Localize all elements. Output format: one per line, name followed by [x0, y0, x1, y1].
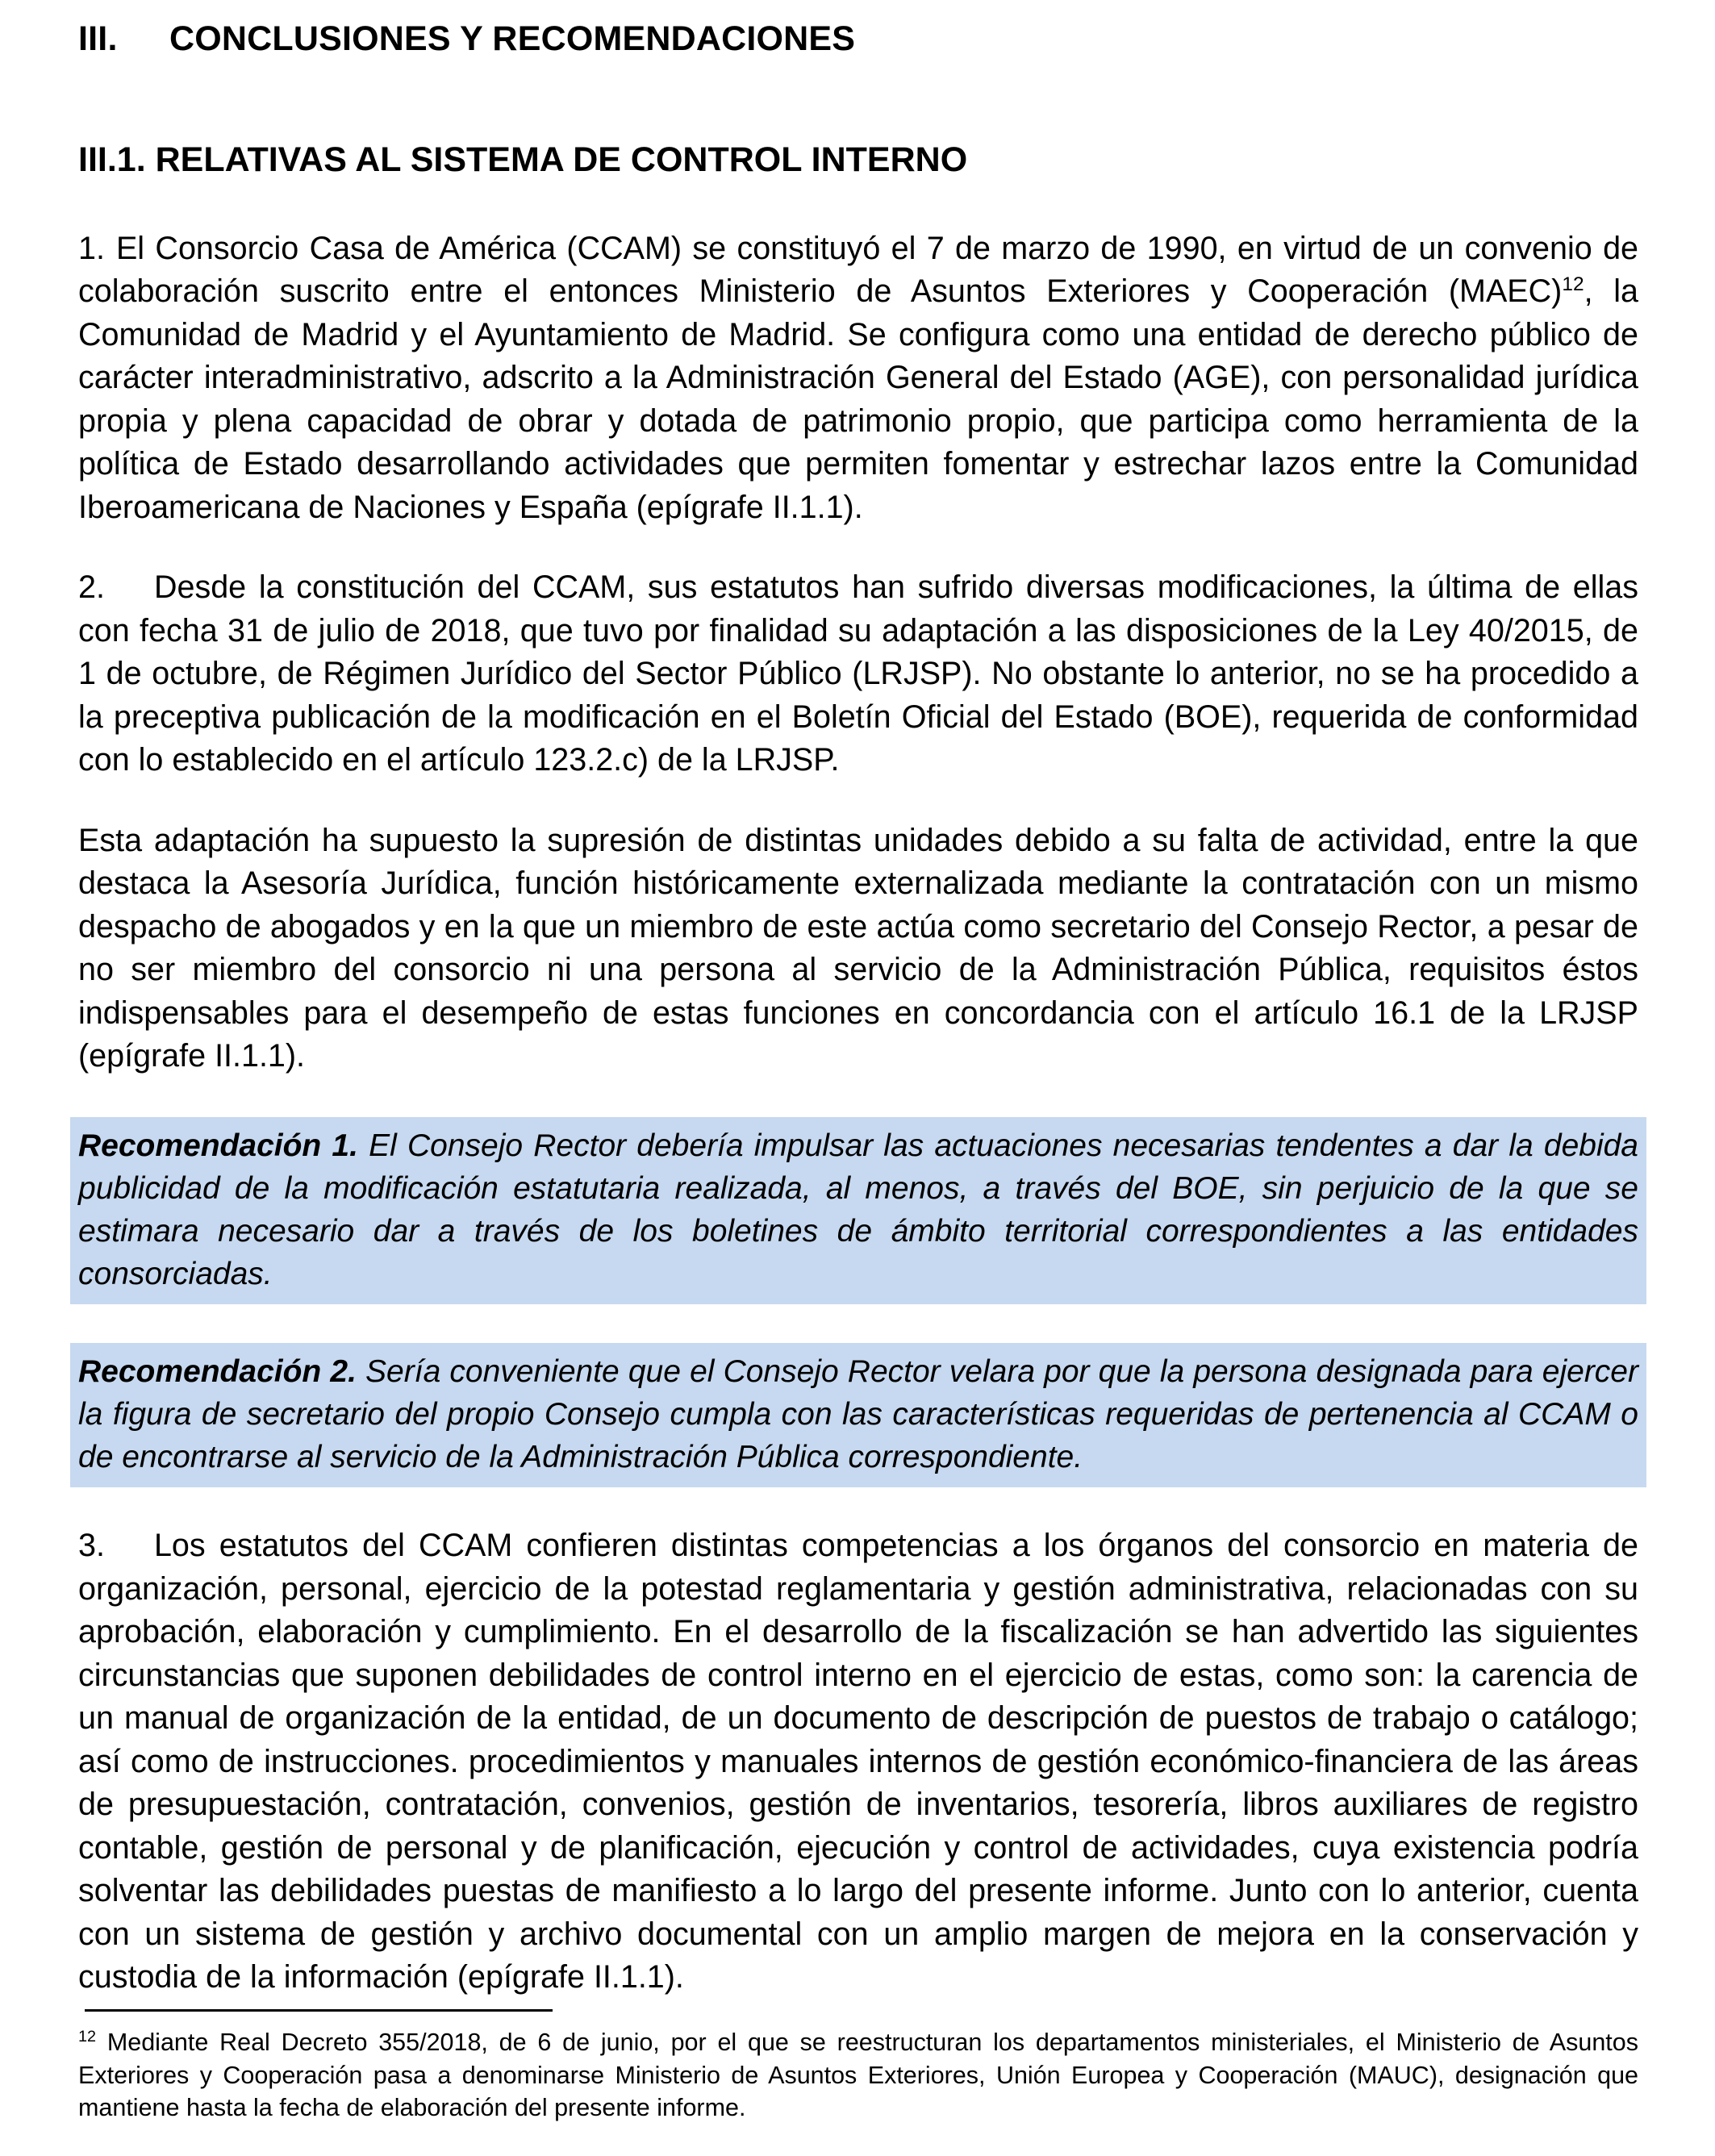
recommendation-1-label: Recomendación 1. [78, 1128, 358, 1163]
footnote-text: Mediante Real Decreto 355/2018, de 6 de junio, por el que se reestructuran los departamentos ministeriales, el Ministerio de Asuntos Exteriores y Cooperación pasa a denominarse Ministerio de Asuntos Exteriores, Unión Europea y Cooperación (MAUC), designación que mantiene hasta la fecha de elaboración del presente informe. [78, 2029, 1638, 2122]
page-title-text: CONCLUSIONES Y RECOMENDACIONES [169, 19, 856, 58]
recommendation-2-box [70, 1343, 1646, 1487]
paragraph-3-text: Los estatutos del CCAM confieren distintas competencias a los órganos del consorcio en materia de organización, personal, ejercicio de la potestad reglamentaria y gestión administrativa, relacionadas con su aprobación, elaboración y cumplimiento. En el desarrollo de la fiscalización se han advertido las siguientes circunstancias que suponen debilidades de control interno en el ejercicio de estas, como son: la carencia de un manual de organización de la entidad, de un documento de descripción de puestos de trabajo o catálogo; así como de instrucciones. procedimientos y manuales internos de gestión económico-financiera de las áreas de presupuestación, contratación, convenios, gestión de inventarios, tesorería, libros auxiliares de registro contable, gestión de personal y de planificación, ejecución y control de actividades, cuya existencia podría solventar las debilidades puestas de manifiesto a lo largo del presente informe. Junto con lo anterior, cuenta con un sistema de gestión y archivo documental con un amplio margen de mejora en la conservación y custodia de la información (epígrafe II.1.1). [78, 1528, 1638, 1995]
footnote-reference-12: 12 [1562, 273, 1584, 295]
paragraph-1 [78, 227, 1638, 530]
paragraph-1-text-after-ref: , la Comunidad de Madrid y el Ayuntamiento de Madrid. Se configura como una entidad de derecho público de carácter interadministrativo, adscrito a la Administración General del Estado (AGE), con personalidad jurídica propia y plena capacidad de obrar y dotada de patrimonio propio, que participa como herramienta de la política de Estado desarrollando actividades que permiten fomentar y estrechar lazos entre la Comunidad Iberoamericana de Naciones y España (epígrafe II.1.1). [78, 273, 1638, 525]
recommendation-2-label: Recomendación 2. [78, 1353, 357, 1389]
paragraph-1-text-before-ref: El Consorcio Casa de América (CCAM) se constituyó el 7 de marzo de 1990, en virtud de un convenio de colaboración suscrito entre el entonces Ministerio de Asuntos Exteriores y Cooperación (MAEC) [78, 230, 1638, 310]
paragraph-3-number: 3. [78, 1528, 105, 1563]
paragraph-2-number: 2. [78, 569, 105, 606]
footnote-separator-rule [85, 2009, 553, 2012]
section-subheading: III.1. RELATIVAS AL SISTEMA DE CONTROL INTERNO [78, 140, 968, 179]
paragraph-2 [78, 566, 1638, 782]
footnote-marker: 12 [78, 2027, 97, 2045]
page-title [78, 18, 1638, 61]
footnote-area [78, 2009, 1638, 2125]
paragraph-2b-text: Esta adaptación ha supuesto la supresión de distintas unidades debido a su falta de actividad, entre la que destaca la Asesoría Jurídica, función históricamente externalizada mediante la contratación con un mismo despacho de abogados y en la que un miembro de este actúa como secretario del Consejo Rector, a pesar de no ser miembro del consorcio ni una persona al servicio de la Administración Pública, requisitos éstos indispensables para el desempeño de estas funciones en concordancia con el artículo 16.1 de la LRJSP (epígrafe II.1.1). [78, 822, 1638, 1074]
recommendation-1-box [70, 1117, 1646, 1304]
paragraph-2-text: Desde la constitución del CCAM, sus estatutos han sufrido diversas modificaciones, la última de ellas con fecha 31 de julio de 2018, que tuvo por finalidad su adaptación a las disposiciones de la Ley 40/2015, de 1 de octubre, de Régimen Jurídico del Sector Público (LRJSP). No obstante lo anterior, no se ha procedido a la preceptiva publicación de la modificación en el Boletín Oficial del Estado (BOE), requerida de conformidad con lo establecido en el artículo 123.2.c) de la LRJSP. [78, 569, 1638, 778]
page-title-number: III. [78, 19, 118, 58]
paragraph-1-number: 1. [78, 230, 105, 266]
recommendation-1-text: El Consejo Rector debería impulsar las actuaciones necesarias tendentes a dar la debida publicidad de la modificación estatutaria realizada, al menos, a través del BOE, sin perjuicio de la que se estimara necesario dar a través de los boletines de ámbito territorial correspondientes a las entidades consorciadas. [78, 1128, 1638, 1291]
paragraph-3 [78, 1524, 1638, 2000]
paragraph-2b [78, 819, 1638, 1078]
page-content [78, 18, 1638, 2000]
footnote-12 [78, 2026, 1638, 2125]
recommendation-2-text: Sería conveniente que el Consejo Rector velara por que la persona designada para ejercer la figura de secretario del propio Consejo cumpla con las características requeridas de pertenencia al CCAM o de encontrarse al servicio de la Administración Pública correspondiente. [78, 1353, 1638, 1474]
